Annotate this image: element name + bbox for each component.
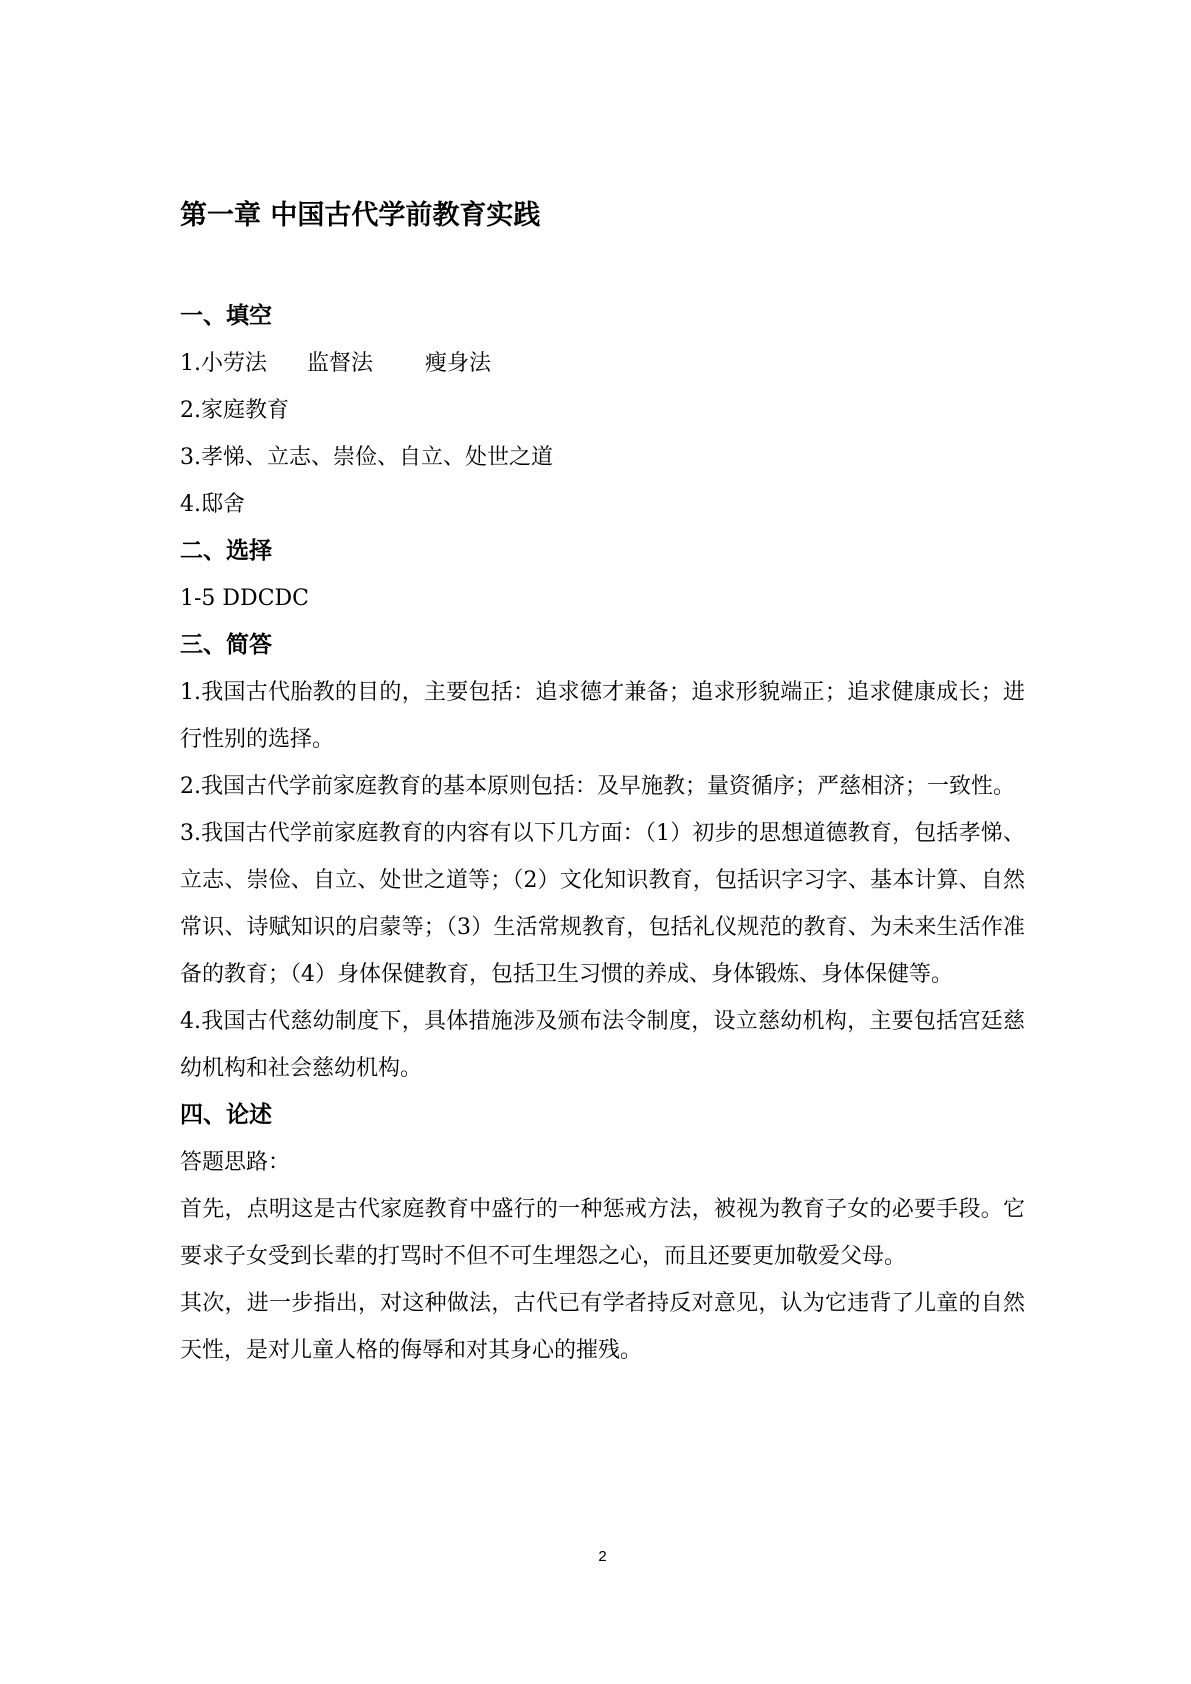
answer-line-1 bbox=[180, 340, 1025, 387]
essay-paragraph-2: 其次，进一步指出，对这种做法，古代已有学者持反对意见，认为它违背了儿童的自然天性，是对儿童人格的侮辱和对其身心的摧残。 bbox=[180, 1291, 1025, 1363]
short-answer-4: 4.我国古代慈幼制度下，具体措施涉及颁布法令制度，设立慈幼机构，主要包括宫廷慈幼机构和社会慈幼机构。 bbox=[180, 1009, 1025, 1081]
answer-1-part-b: 监督法 bbox=[307, 351, 374, 376]
section-heading-essay: 四、论述 bbox=[180, 1102, 272, 1128]
section-short-answer bbox=[180, 622, 1025, 1092]
document-page bbox=[180, 0, 1025, 1684]
answer-1-part-a: 1.小劳法 bbox=[180, 351, 267, 376]
document-body bbox=[180, 293, 1025, 1374]
short-answer-1: 1.我国古代胎教的目的，主要包括：追求德才兼备；追求形貌端正；追求健康成长；进行性别的选择。 bbox=[180, 680, 1025, 752]
section-choice bbox=[180, 528, 1025, 622]
short-answer-3: 3.我国古代学前家庭教育的内容有以下几方面：（1）初步的思想道德教育，包括孝悌、立志、崇俭、自立、处世之道等；（2）文化知识教育，包括识字习字、基本计算、自然常识、诗赋知识的启蒙等；（3）生活常规教育，包括礼仪规范的教育、为未来生活作准备的教育；（4）身体保健教育，包括卫生习惯的养成、身体锻炼、身体保健等。 bbox=[180, 821, 1025, 987]
page-number: 2 bbox=[598, 1548, 607, 1565]
answer-line-2: 2.家庭教育 bbox=[180, 398, 289, 423]
section-heading-choice: 二、选择 bbox=[180, 538, 272, 564]
section-fill-blank bbox=[180, 293, 1025, 528]
section-essay bbox=[180, 1092, 1025, 1374]
essay-paragraph-1: 首先，点明这是古代家庭教育中盛行的一种惩戒方法，被视为教育子女的必要手段。它要求子女受到长辈的打骂时不但不可生埋怨之心，而且还要更加敬爱父母。 bbox=[180, 1197, 1025, 1269]
section-heading-fill-blank: 一、填空 bbox=[180, 303, 272, 329]
essay-intro: 答题思路： bbox=[180, 1150, 291, 1175]
short-answer-2: 2.我国古代学前家庭教育的基本原则包括：及早施教；量资循序；严慈相济；一致性。 bbox=[180, 774, 1015, 799]
section-heading-short-answer: 三、简答 bbox=[180, 632, 272, 658]
answer-line-3: 3.孝悌、立志、崇俭、自立、处世之道 bbox=[180, 445, 553, 470]
answer-line-4: 4.邸舍 bbox=[180, 492, 245, 517]
chapter-title: 第一章 中国古代学前教育实践 bbox=[180, 200, 541, 231]
answer-1-part-c: 瘦身法 bbox=[425, 351, 492, 376]
choice-answers: 1-5 DDCDC bbox=[180, 586, 310, 611]
